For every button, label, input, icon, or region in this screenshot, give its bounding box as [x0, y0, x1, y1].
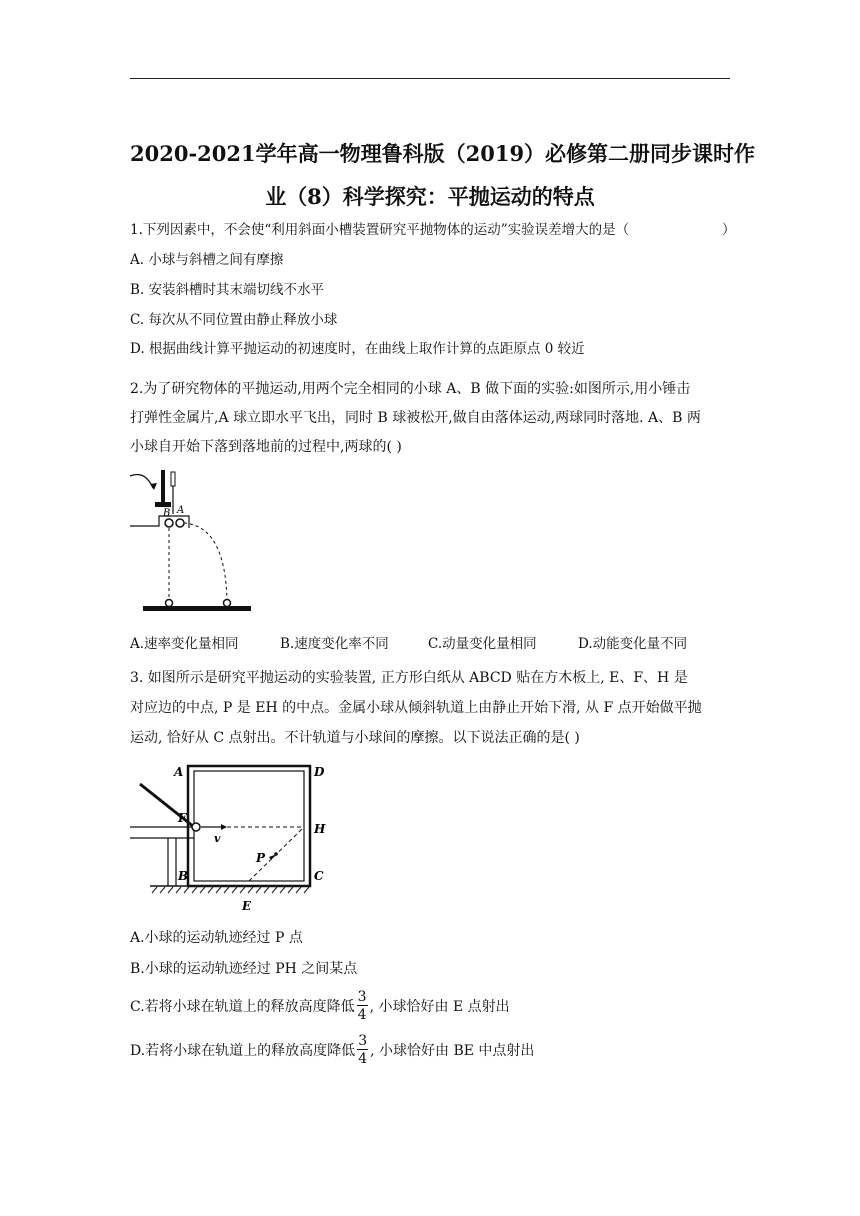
q1-stem-end: ）	[722, 222, 736, 238]
q3-option-c-post: , 小球恰好由 E 点射出	[369, 999, 510, 1015]
fraction-numerator: 3	[358, 1033, 368, 1049]
q3-option-d	[130, 1034, 534, 1066]
q3-label-p: P	[256, 851, 266, 865]
q2-label-a: A	[177, 505, 185, 516]
q1-option-a: A. 小球与斜槽之间有摩擦	[130, 252, 284, 268]
q1-option-d: D. 根据曲线计算平抛运动的初速度时，在曲线上取作计算的点距原点 0 较近	[130, 341, 585, 357]
q3-label-h: H	[314, 822, 326, 836]
q1-option-c: C. 每次从不同位置由静止释放小球	[130, 312, 338, 328]
q2-label-b: B	[163, 508, 171, 519]
q2-option-d: D.动能变化量不同	[578, 636, 688, 652]
q3-label-d: D	[314, 765, 325, 779]
q3-line1: 3. 如图所示是研究平抛运动的实验装置, 正方形白纸从 ABCD 贴在方木板上, E、F、H 是	[130, 670, 688, 686]
page-title-line2: 业（8）科学探究：平抛运动的特点	[265, 184, 595, 209]
q3-label-c: C	[314, 869, 324, 883]
q2-line3: 小球自开始下落到落地前的过程中,两球的( )	[130, 439, 402, 455]
q3-option-d-post: , 小球恰好由 BE 中点射出	[370, 1043, 535, 1059]
q2-line2: 打弹性金属片,A 球立即水平飞出，同时 B 球被松开,做自由落体运动,两球同时落地. A、B 两	[130, 410, 701, 426]
fraction-denominator: 4	[357, 1007, 367, 1023]
q3-label-b: B	[178, 869, 189, 883]
q3-label-a: A	[174, 765, 184, 779]
q3-option-c	[130, 990, 510, 1022]
q3-line2: 对应边的中点, P 是 EH 的中点。金属小球从倾斜轨道上由静止开始下滑, 从 F 点开始做平抛	[130, 700, 702, 716]
q3-label-f: F	[178, 811, 187, 825]
q3-option-d-pre: D.若将小球在轨道上的释放高度降低	[130, 1043, 356, 1059]
q1-stem: 1.下列因素中，不会使“利用斜面小槽装置研究平抛物体的运动”实验误差增大的是（	[130, 222, 630, 238]
q2-figure	[125, 466, 255, 616]
fraction-denominator: 4	[358, 1051, 368, 1067]
q3-figure	[128, 758, 328, 918]
q2-option-b: B.速度变化率不同	[280, 636, 389, 652]
q3-option-c-pre: C.若将小球在轨道上的释放高度降低	[130, 999, 355, 1015]
q3-line3: 运动, 恰好从 C 点射出。不计轨道与小球间的摩擦。以下说法正确的是( )	[130, 730, 580, 746]
header-rule	[130, 78, 730, 79]
page-title-line1: 2020-2021学年高一物理鲁科版（2019）必修第二册同步课时作	[130, 141, 756, 166]
q3-option-d-fraction	[357, 1034, 368, 1066]
q2-option-a: A.速率变化量相同	[130, 636, 239, 652]
q1-option-b: B. 安装斜槽时其末端切线不水平	[130, 282, 325, 298]
q3-option-a: A.小球的运动轨迹经过 P 点	[130, 930, 303, 946]
q3-label-e: E	[242, 899, 252, 913]
q2-option-c: C.动量变化量相同	[428, 636, 537, 652]
q3-option-b: B.小球的运动轨迹经过 PH 之间某点	[130, 961, 358, 977]
q3-label-v: v	[214, 832, 221, 845]
fraction-numerator: 3	[357, 989, 367, 1005]
q2-line1: 2.为了研究物体的平抛运动,用两个完全相同的小球 A、B 做下面的实验:如图所示,用小锤击	[130, 381, 691, 397]
q3-option-c-fraction	[357, 990, 368, 1022]
